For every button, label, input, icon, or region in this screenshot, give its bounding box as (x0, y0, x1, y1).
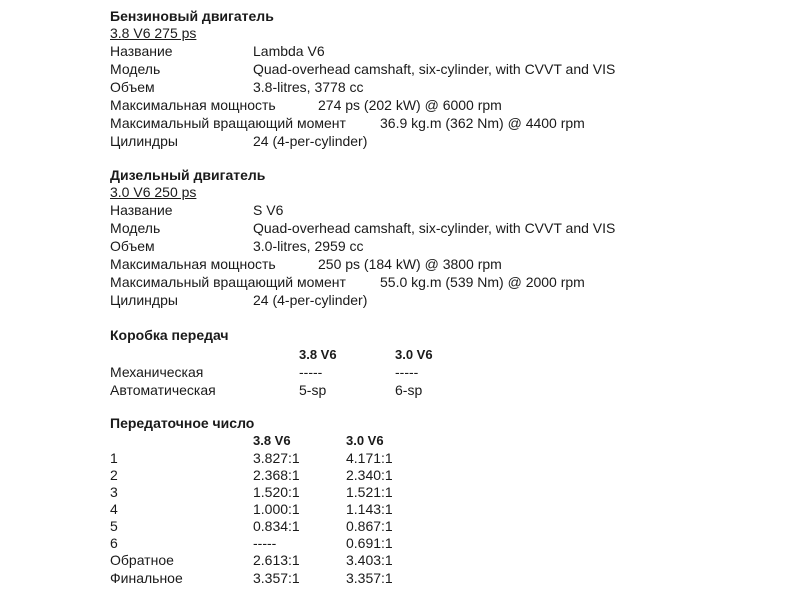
ratio-v1: 2.613:1 (253, 552, 300, 568)
petrol-value-volume: 3.8-litres, 3778 cc (253, 79, 364, 95)
ratio-label: 3 (110, 484, 118, 500)
ratio-v1: 1.520:1 (253, 484, 300, 500)
ratio-v2: 3.403:1 (346, 552, 393, 568)
ratio-label: 5 (110, 518, 118, 534)
ratio-v1: 0.834:1 (253, 518, 300, 534)
ratio-v2: 1.521:1 (346, 484, 393, 500)
petrol-value-torque: 36.9 kg.m (362 Nm) @ 4400 rpm (380, 115, 585, 131)
petrol-label-cylinders: Цилиндры (110, 133, 178, 149)
diesel-engine-title: Дизельный двигатель (110, 167, 266, 183)
ratio-v2: 0.867:1 (346, 518, 393, 534)
gearbox-manual-v2: ----- (395, 364, 419, 380)
ratio-v1: 1.000:1 (253, 501, 300, 517)
diesel-label-volume: Объем (110, 238, 155, 254)
petrol-label-model: Модель (110, 61, 161, 77)
diesel-value-model: Quad-overhead camshaft, six-cylinder, with CVVT and VIS (253, 220, 616, 236)
ratio-v2: 0.691:1 (346, 535, 393, 551)
ratio-label: Финальное (110, 570, 183, 586)
petrol-engine-subtitle: 3.8 V6 275 ps (110, 25, 197, 41)
ratio-label: 6 (110, 535, 118, 551)
gearbox-automatic-v1: 5-sp (299, 382, 327, 398)
ratio-label: 2 (110, 467, 118, 483)
petrol-label-power: Максимальная мощность (110, 97, 276, 113)
diesel-label-cylinders: Цилиндры (110, 292, 178, 308)
ratio-label: 4 (110, 501, 118, 517)
ratio-v1: 2.368:1 (253, 467, 300, 483)
ratios-col-header-2: 3.0 V6 (346, 433, 384, 448)
diesel-value-name: S V6 (253, 202, 284, 218)
ratios-title: Передаточное число (110, 415, 255, 431)
ratio-v2: 4.171:1 (346, 450, 393, 466)
petrol-label-torque: Максимальный вращающий момент (110, 115, 346, 131)
gearbox-col-header-2: 3.0 V6 (395, 347, 433, 362)
diesel-value-torque: 55.0 kg.m (539 Nm) @ 2000 rpm (380, 274, 585, 290)
petrol-label-volume: Объем (110, 79, 155, 95)
petrol-value-power: 274 ps (202 kW) @ 6000 rpm (318, 97, 502, 113)
gearbox-title: Коробка передач (110, 327, 229, 343)
petrol-value-model: Quad-overhead camshaft, six-cylinder, with CVVT and VIS (253, 61, 616, 77)
diesel-label-power: Максимальная мощность (110, 256, 276, 272)
petrol-label-name: Название (110, 43, 173, 59)
diesel-value-cylinders: 24 (4-per-cylinder) (253, 292, 368, 308)
diesel-engine-subtitle: 3.0 V6 250 ps (110, 184, 197, 200)
ratio-v1: 3.357:1 (253, 570, 300, 586)
diesel-label-name: Название (110, 202, 173, 218)
ratio-v2: 2.340:1 (346, 467, 393, 483)
petrol-engine-title: Бензиновый двигатель (110, 8, 274, 24)
ratios-col-header-1: 3.8 V6 (253, 433, 291, 448)
diesel-label-torque: Максимальный вращающий момент (110, 274, 346, 290)
gearbox-manual-v1: ----- (299, 364, 323, 380)
gearbox-label-manual: Механическая (110, 364, 204, 380)
ratio-label: Обратное (110, 552, 174, 568)
ratio-v1: ----- (253, 535, 277, 551)
gearbox-col-header-1: 3.8 V6 (299, 347, 337, 362)
gearbox-automatic-v2: 6-sp (395, 382, 423, 398)
petrol-value-name: Lambda V6 (253, 43, 325, 59)
gearbox-label-automatic: Автоматическая (110, 382, 216, 398)
diesel-label-model: Модель (110, 220, 161, 236)
ratio-label: 1 (110, 450, 118, 466)
ratio-v1: 3.827:1 (253, 450, 300, 466)
ratio-v2: 3.357:1 (346, 570, 393, 586)
diesel-value-volume: 3.0-litres, 2959 cc (253, 238, 364, 254)
ratio-v2: 1.143:1 (346, 501, 393, 517)
petrol-value-cylinders: 24 (4-per-cylinder) (253, 133, 368, 149)
diesel-value-power: 250 ps (184 kW) @ 3800 rpm (318, 256, 502, 272)
